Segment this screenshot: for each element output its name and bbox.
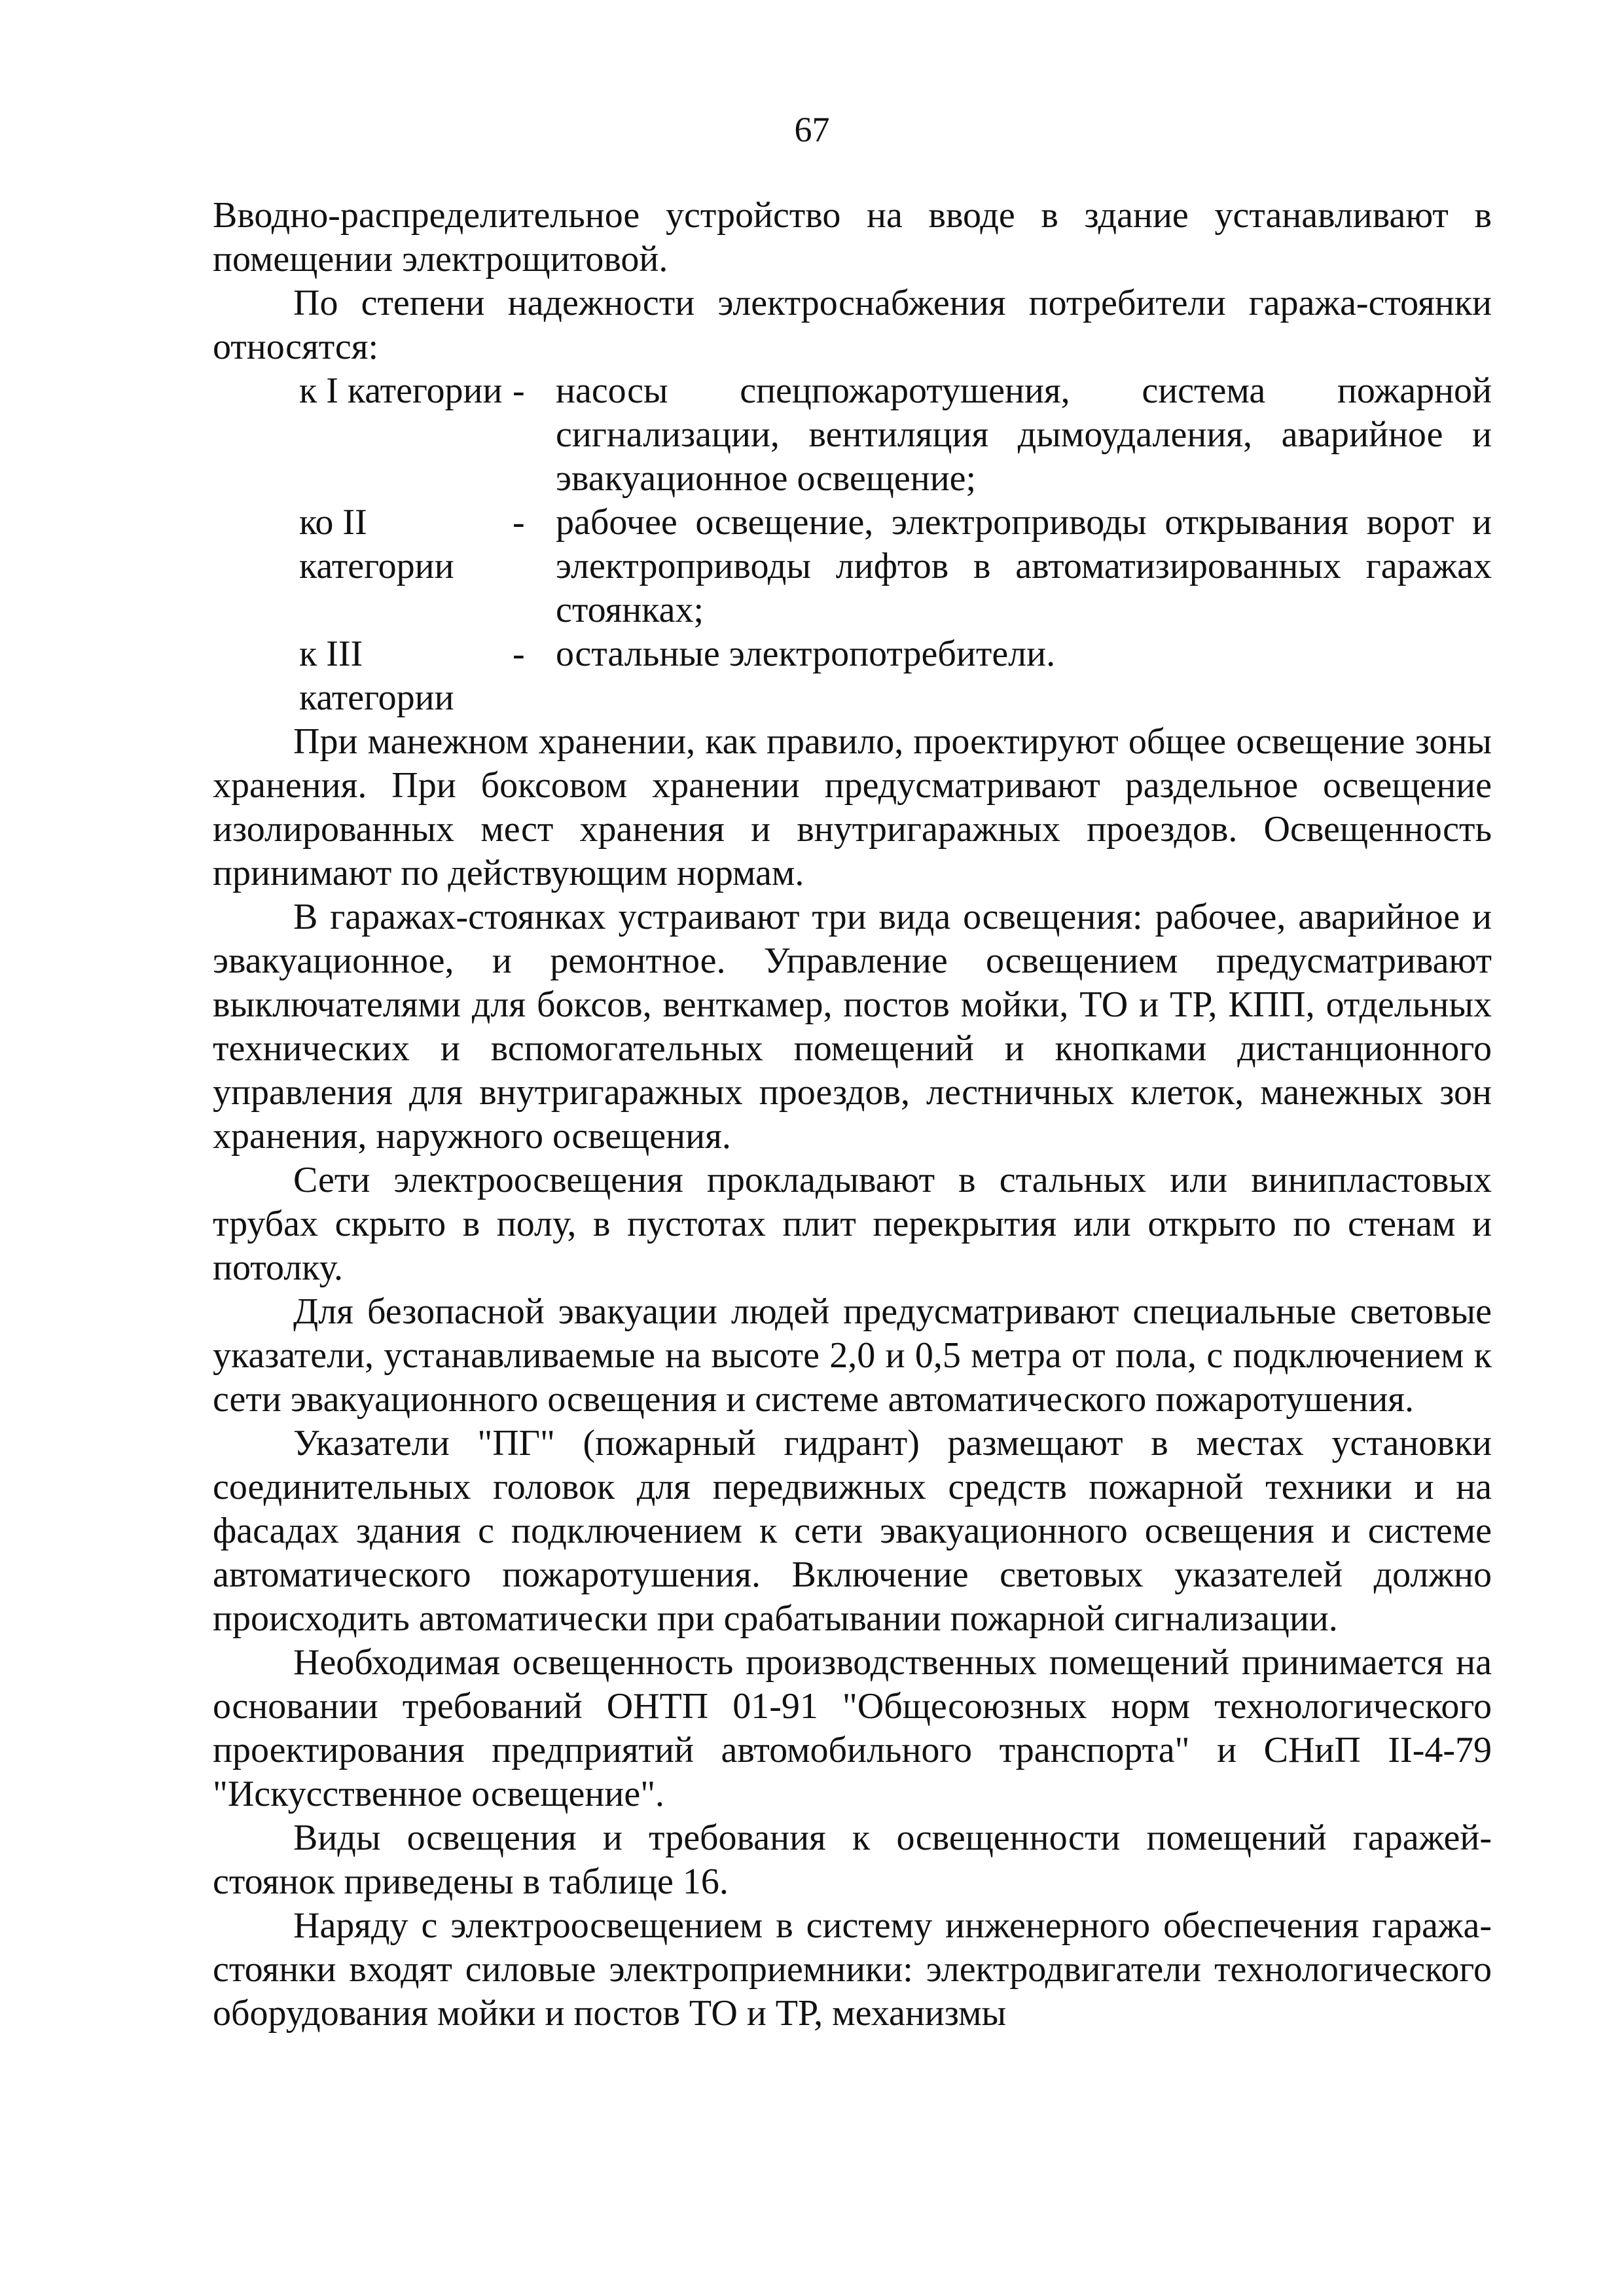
category-description: насосы спецпожаротушения, система пожарной сигнализации, вентиляция дымоудаления, аварийное и эвакуационное освещение; (556, 370, 1492, 499)
paragraph-lighting-types: В гаражах-стоянках устраивают три вида освещения: рабочее, аварийное и эвакуационное, и ремонтное. Управление освещением предусматривают выключателями для боксов, венткамер, постов мойки, ТО и ТР, КПП, отдельных технических и вспомогательных помещений и кнопками дистанционного управления для внутригаражных проездов, лестничных клеток, манежных зон хранения, наружного освещения. (213, 897, 1492, 1157)
body-text (213, 194, 1492, 2036)
category-dash: - (513, 502, 525, 543)
paragraph-hydrant-signs: Указатели "ПГ" (пожарный гидрант) размещают в местах установки соединительных головок для передвижных средств пожарной техники и на фасадах здания с подключением к сети эвакуационного освещения и системе автоматического пожаротушения. Включение световых указателей должно происходить автоматически при срабатывании пожарной сигнализации. (213, 1423, 1492, 1639)
category-dash: - (513, 634, 525, 674)
category-label: к I категории (299, 370, 503, 411)
category-dash: - (513, 370, 525, 411)
category-description: рабочее освещение, электроприводы открывания ворот и электроприводы лифтов в автоматизированных гаражах стоянках; (556, 502, 1492, 630)
category-list (213, 369, 1492, 720)
paragraph-evacuation: Для безопасной эвакуации людей предусматривают специальные световые указатели, устанавливаемые на высоте 2,0 и 0,5 метра от пола, с подключением к сети эвакуационного освещения и системе автоматического пожаротушения. (213, 1291, 1492, 1420)
category-label: ко II категории (299, 502, 454, 586)
paragraph-networks: Сети электроосвещения прокладывают в стальных или винипластовых трубах скрыто в полу, в пустотах плит перекрытия или открыто по стенам и потолку. (213, 1160, 1492, 1288)
category-label: к III категории (299, 634, 454, 718)
paragraph-power-receivers: Наряду с электроосвещением в систему инженерного обеспечения гаража-стоянки входят силовые электроприемники: электродвигатели технологического оборудования мойки и постов ТО и ТР, механизмы (213, 1905, 1492, 2034)
paragraph-table-ref: Виды освещения и требования к освещенности помещений гаражей-стоянок приведены в таблице 16. (213, 1818, 1492, 1902)
category-description: остальные электропотребители. (556, 634, 1056, 674)
paragraph-reliability: По степени надежности электроснабжения потребители гаража-стоянки относятся: (213, 283, 1492, 367)
paragraph-intro: Вводно-распределительное устройство на вводе в здание устанавливают в помещении электрощитовой. (213, 195, 1492, 279)
paragraph-norms: Необходимая освещенность производственных помещений принимается на основании требований ОНТП 01-91 "Общесоюзных норм технологического проектирования предприятий автомобильного транспорта" и СНиП II-4-79 "Искусственное освещение". (213, 1642, 1492, 1814)
page-number: 67 (794, 110, 830, 149)
paragraph-storage-lighting: При манежном хранении, как правило, проектируют общее освещение зоны хранения. При боксовом хранении предусматривают раздельное освещение изолированных мест хранения и внутригаражных проездов. Освещенность принимают по действующим нормам. (213, 721, 1492, 893)
category-item (213, 632, 1492, 720)
category-item (213, 501, 1492, 632)
category-item (213, 369, 1492, 501)
